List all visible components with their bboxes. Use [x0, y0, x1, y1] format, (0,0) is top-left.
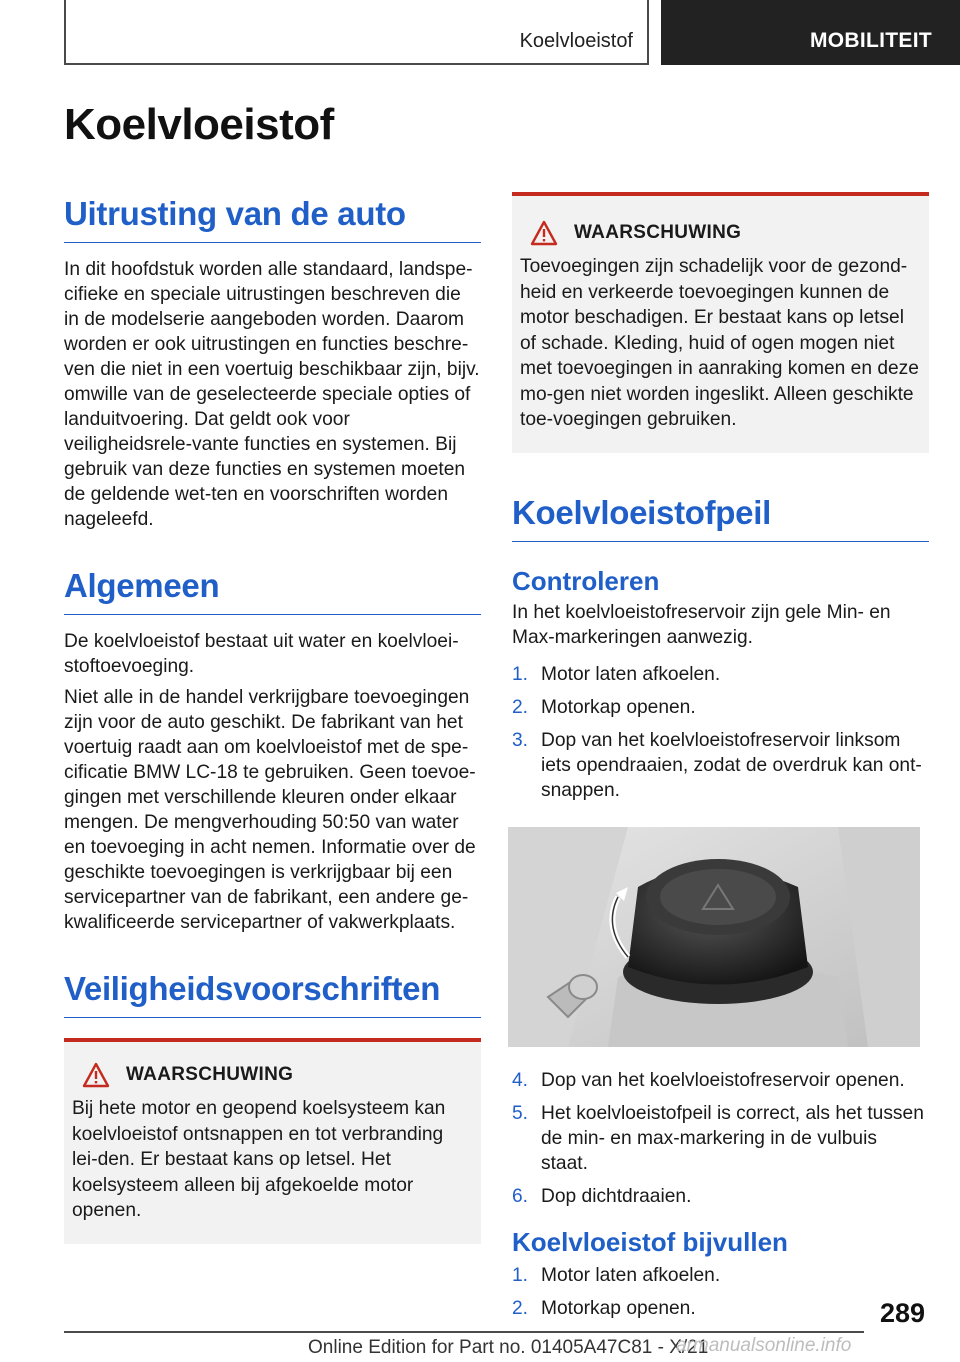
coolant-cap-photo [508, 827, 920, 1047]
footer-edition: Online Edition for Part no. 01405A47C81 - X/21 [308, 1337, 709, 1358]
bijvullen-steps [512, 1263, 929, 1321]
step-number: 5. [512, 1102, 529, 1124]
right-column [512, 192, 929, 1329]
warning-text: Toevoegingen zijn schadelijk voor de gezond-heid en verkeerde toevoegingen kunnen de motor beschadigen. Er bestaat kans op letsel of schade. Kleding, huid of ogen mogen niet met toevoegingen in aanraking komen en deze mo-gen niet worden ingeslikt. Alleen geschikte toe-voegingen gebruiken. [520, 256, 919, 430]
step-number: 1. [512, 663, 529, 685]
step-number: 1. [512, 1264, 529, 1286]
heading-koelvloeistofpeil: Koelvloeistofpeil [512, 491, 929, 542]
list-item [512, 1296, 929, 1321]
warning-triangle-icon [530, 220, 558, 246]
list-item [512, 1263, 929, 1288]
list-item [512, 1101, 929, 1176]
step-text: Dop dichtdraaien. [541, 1185, 692, 1207]
header-section-label: Koelvloeistof [519, 30, 633, 52]
list-item [512, 1068, 929, 1093]
step-number: 2. [512, 1297, 529, 1319]
step-text: Dop van het koelvloeistofreservoir openen. [541, 1069, 905, 1091]
page-number: 289 [880, 1298, 926, 1328]
warning-header [530, 220, 921, 246]
step-text: Dop van het koelvloeistofreservoir linksom iets opendraaien, zodat de overdruk kan ont-snappen. [541, 729, 922, 801]
heading-uitrusting: Uitrusting van de auto [64, 192, 481, 243]
controleren-steps-a [512, 662, 929, 803]
step-text: Motor laten afkoelen. [541, 663, 721, 685]
controleren-intro: In het koelvloeistofreservoir zijn gele Min- en Max-markeringen aanwezig. [512, 601, 891, 648]
step-text: Motorkap openen. [541, 1297, 696, 1319]
step-number: 2. [512, 696, 529, 718]
step-text: Het koelvloeistofpeil is correct, als het tussen de min- en max-markering in de vulbuis staat. [541, 1102, 924, 1174]
controleren-steps-b [512, 1068, 929, 1209]
heading-veiligheidsvoorschriften: Veiligheidsvoorschriften [64, 967, 481, 1018]
warning-header [82, 1062, 473, 1088]
list-item [512, 662, 929, 687]
footer-divider [64, 1331, 864, 1333]
step-text: Motor laten afkoelen. [541, 1264, 721, 1286]
step-number: 4. [512, 1069, 529, 1091]
left-column [64, 192, 481, 1244]
warning-box-hot-engine [64, 1038, 481, 1244]
warning-label: WAARSCHUWING [126, 1064, 294, 1085]
list-item [512, 695, 929, 720]
footer-watermark: armanualsonline.info [676, 1335, 852, 1356]
warning-triangle-icon [82, 1062, 110, 1088]
step-text: Motorkap openen. [541, 696, 696, 718]
header-chapter-label: MOBILITEIT [810, 29, 932, 52]
warning-label: WAARSCHUWING [574, 222, 742, 243]
heading-controleren: Controleren [512, 565, 660, 596]
list-item [512, 1184, 929, 1209]
page-title: Koelvloeistof [64, 100, 334, 149]
uitrusting-text: In dit hoofdstuk worden alle standaard, landspe-cifieke en speciale uitrustingen beschreven die in de modelserie aangeboden worden. Daarom worden er ook uitrustingen en functies beschre-ven die niet in een voertuig beschikbaar zijn, bijv. omwille van de geselecteerde speciale opties of landuitvoering. Dat geldt ook voor veiligheidsrele-vante functies en systemen. Bij gebruik van deze functies en systemen moeten de geldende wet-ten en voorschriften worden nageleefd. [64, 259, 480, 530]
heading-algemeen: Algemeen [64, 564, 481, 615]
warning-text: Bij hete motor en geopend koelsysteem kan koelvloeistof ontsnappen en tot verbranding lei-den. Er bestaat kans op letsel. Het koelsysteem alleen bij afgekoelde motor openen. [72, 1098, 446, 1221]
list-item [512, 728, 929, 803]
step-number: 3. [512, 729, 529, 751]
header-chapter-tab [661, 0, 960, 65]
algemeen-paragraph-1: De koelvloeistof bestaat uit water en koelvloei-stoftoevoeging. [64, 631, 459, 677]
heading-koelvloeistof-bijvullen: Koelvloeistof bijvullen [512, 1226, 788, 1257]
warning-box-additives [512, 192, 929, 453]
header-section-box [64, 0, 649, 65]
step-number: 6. [512, 1185, 529, 1207]
algemeen-paragraph-2: Niet alle in de handel verkrijgbare toevoegingen zijn voor de auto geschikt. De fabrikant van het voertuig raadt aan om koelvloeistof met de spe-cificatie BMW LC-18 te gebruiken. Geen toevoe-gingen met verschillende kleuren onder elkaar mengen. De mengverhouding 50:50 van water en toevoeging in acht nemen. Informatie over de geschikte toevoegingen is verkrijgbaar bij een servicepartner van de fabrikant, een andere ge-kwalificeerde servicepartner of vakwerkplaats. [64, 687, 476, 933]
